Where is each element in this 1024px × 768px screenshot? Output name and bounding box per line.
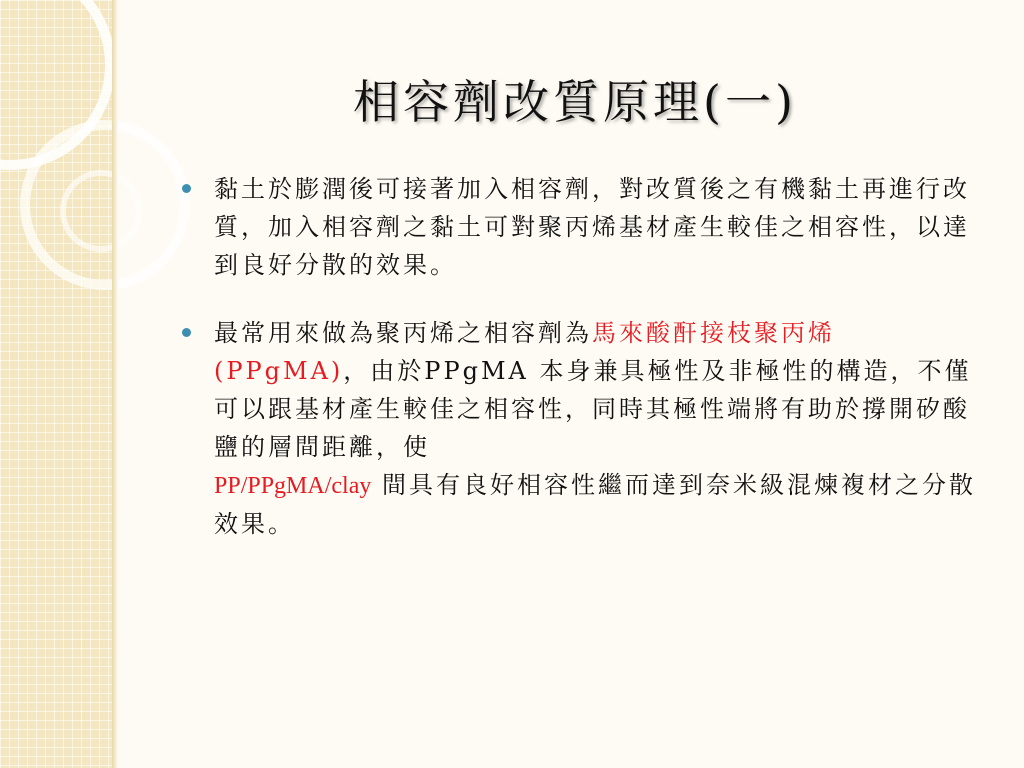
slide-title: 相容劑改質原理(一) bbox=[353, 75, 797, 129]
decorative-side-panel bbox=[0, 0, 112, 768]
highlight-composite: PP/PPgMA/clay bbox=[214, 473, 372, 499]
panel-edge bbox=[112, 0, 118, 768]
bullet-text: 黏土於膨潤後可接著加入相容劑，對改質後之有機黏土再進行改質，加入相容劑之黏土可對聚丙烯基材產生較佳之相容性，以達到良好分散的效果。 bbox=[214, 175, 970, 279]
bullet-dot-icon bbox=[182, 328, 191, 337]
bullet-list bbox=[178, 170, 978, 573]
bullet-dot-icon bbox=[182, 184, 191, 193]
bullet-item-1 bbox=[178, 170, 978, 284]
bullet-item-2 bbox=[178, 314, 978, 543]
bullet-text-part: ，由於PPgMA 本身兼具極性及非極性的構造，不僅可以跟基材產生較佳之相容性，同時其極性端將有助於撐開矽酸鹽的層間距離，使 bbox=[214, 357, 972, 461]
bullet-text-part: 間具有良好相容性繼而達到奈米級混煉複材之分散效果。 bbox=[214, 471, 977, 538]
highlight-compatibilizer: 馬來酸酐接枝聚丙烯 (PPgMA) bbox=[214, 319, 835, 385]
bullet-text-part: 最常用來做為聚丙烯之相容劑為 bbox=[214, 319, 592, 347]
decorative-ring bbox=[60, 170, 142, 252]
